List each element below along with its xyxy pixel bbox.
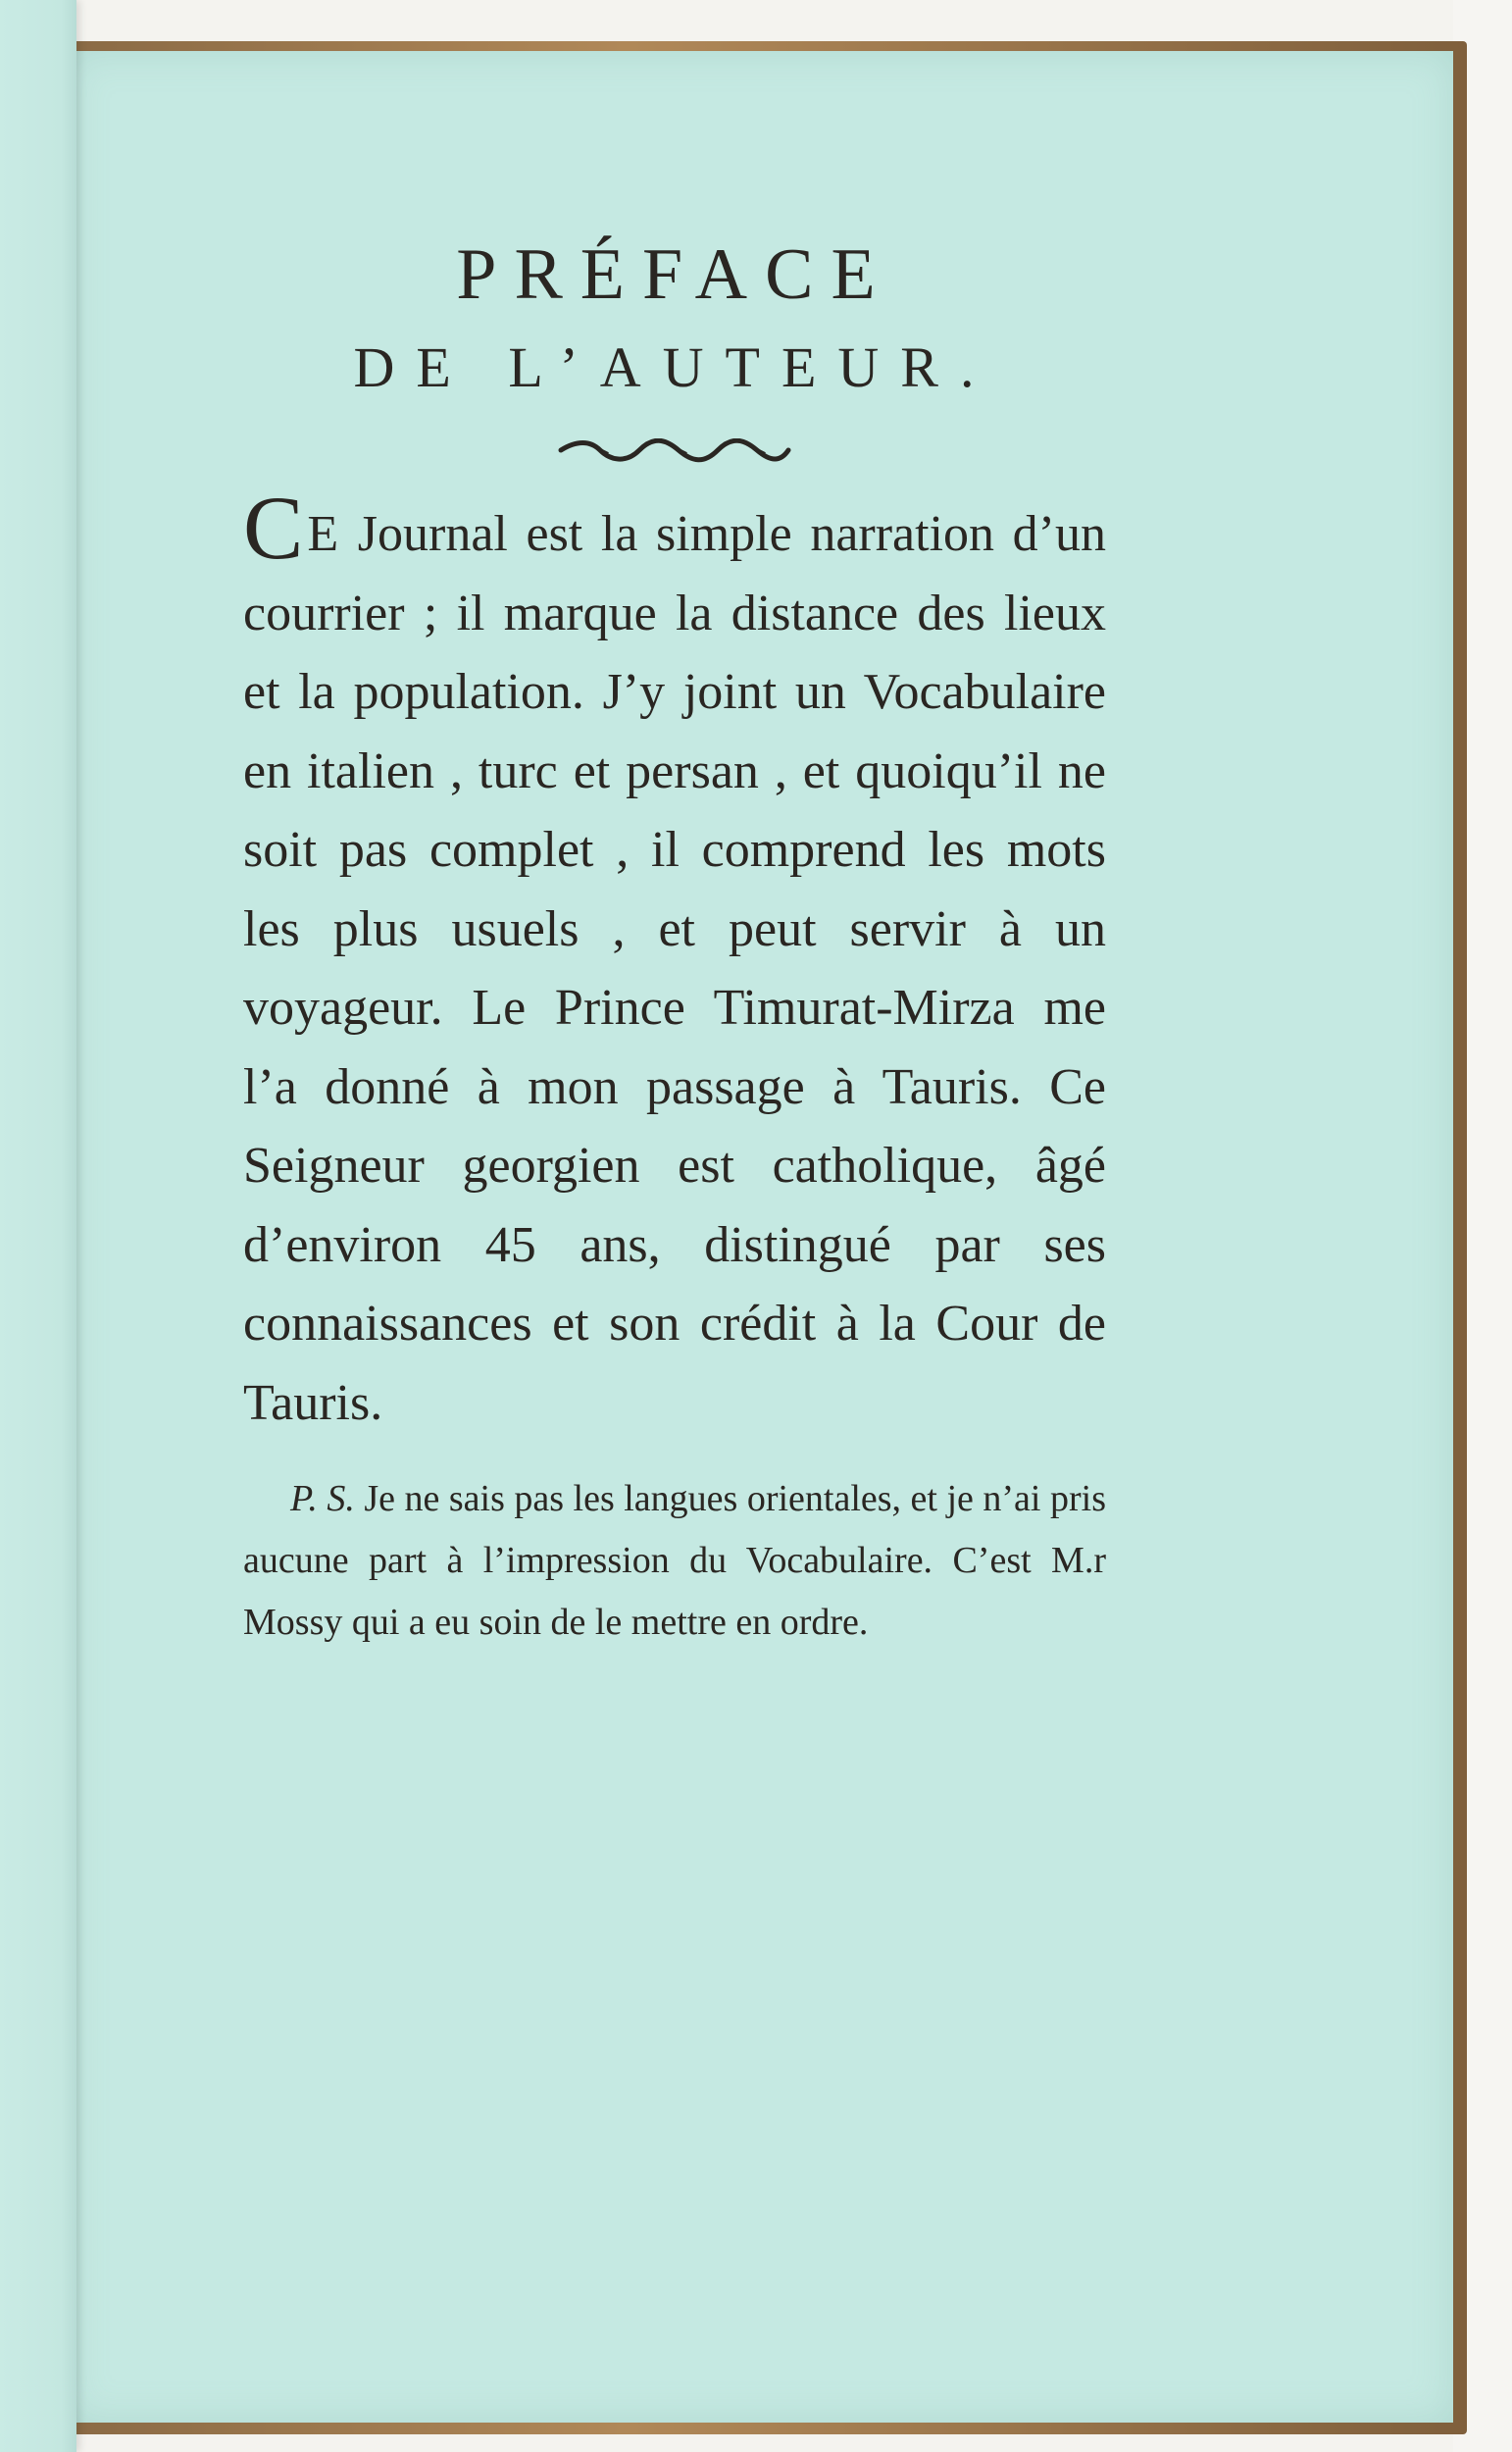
left-page-leaf [0,0,76,2452]
postscript-text: Je ne sais pas les langues orientales, et je n’ai pris aucune part à l’impression du Vocabulaire. C’est M.r Mossy qui a eu soin de le mettre en ordre. [243,1478,1106,1644]
page-content [243,235,1106,1654]
first-word-rest: E [307,506,340,563]
postscript [243,1468,1106,1654]
drop-cap: C [243,478,304,579]
preface-paragraph [243,478,1106,1443]
page-title: PRÉFACE [456,234,893,315]
preface-text: Journal est la simple narration d’un courrier ; il marque la distance des lieux et la population. J’y joint un Vocabulaire en italien , turc et persan , et quoiqu’il ne soit pas complet , il comprend les mots les plus usuels , et peut servir à un voyageur. Le Prince Timurat-Mirza me l’a donné à mon passage à Tauris. Ce Seigneur georgien est catholique, âgé d’environ 45 ans, distingué par ses connaissances et son crédit à la Cour de Tauris. [243,506,1106,1431]
postscript-label: P. S. [290,1478,355,1520]
ornament-divider [557,438,792,466]
page-subtitle: DE L’AUTEUR. [353,335,996,400]
